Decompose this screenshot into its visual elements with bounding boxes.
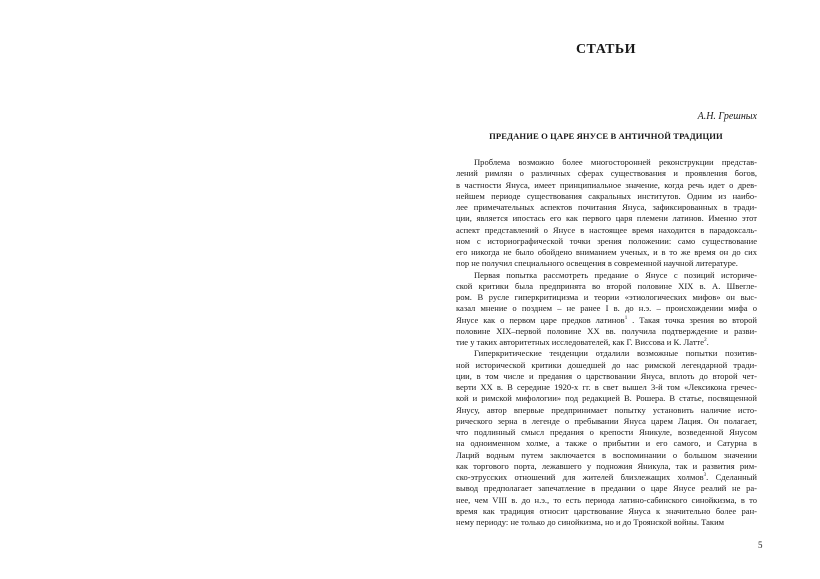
text-line: на одноименном холме, а также о прибытии и его самого, и Сатурна в	[456, 438, 757, 449]
text-line: ром. В русле гиперкритицизма и теории «этиологических мифов» он выс-	[456, 292, 757, 302]
article-body	[456, 157, 757, 528]
text-line: рического зерна в легенде о пребывании Януса царем Лация. Он полагает,	[456, 415, 757, 426]
text-line: нее, чем VIII в. до н.э., то есть периода латино-сабинского синойкизма, в то	[456, 494, 757, 505]
text-line: пор не получил специального освещения в современной научной литературе.	[456, 258, 738, 269]
text-line: аспект представлений о Янусе в настоящее время находится в парадоксаль-	[456, 224, 757, 235]
text-line: ной исторической критики дошедшей до нас римской легендарной тради-	[456, 359, 757, 370]
text-line: ско-этрусских отношений для жителей близлежащих холмов$^3$. Сделанный	[456, 472, 758, 482]
paragraph	[456, 157, 757, 270]
text-line: казал мнение о позднем – не ранее I в. до н.э. – происхождении мифа о	[456, 303, 757, 314]
text-line: как торгового порта, лежавшего у подножия Яникула, так и развития рим-	[456, 460, 757, 471]
text-line: нейшем периоде существования сакральных институтов. Одним из наибо-	[456, 190, 757, 201]
section-title: СТАТЬИ	[575, 42, 637, 57]
text-line: его никогда не было обойдено вниманием ученых, и в то же время он до сих	[456, 247, 757, 257]
text-line: верти XX в. В середине 1920-х гг. в свет вышел 3-й том «Лексикона гречес-	[456, 382, 757, 392]
footnote-marker[interactable]: 2	[704, 338, 707, 344]
page-number: 5	[758, 540, 763, 550]
text-line: тие у таких авторитетных исследователей, как Г. Виссова и К. Латте$^2$.	[456, 337, 709, 347]
text-line: нему периоду: не только до синойкизма, но и до Троянской войны. Таким	[456, 517, 725, 527]
text-line: лее примечательных аспектов почитания Януса, зафиксированных в тради-	[456, 202, 757, 212]
text-line: ном с историографической точки зрения положении: само существование	[456, 235, 757, 246]
text-line: Янусу, автор впервые предпринимает попытку установить наличие исто-	[456, 404, 757, 415]
text-line: ской критики была предпринята во второй половине XIX в. А. Швегле-	[456, 280, 757, 291]
paragraph	[456, 348, 757, 528]
footnote-marker[interactable]: 3	[703, 473, 707, 479]
text-line: кой и римской мифологии» под редакцией В. Рошера. В статье, посвященной	[456, 393, 757, 404]
text-line: Лаций водным путем заключается в воспоминании о большом значении	[456, 449, 757, 460]
text-line: ции, в том числе и предания о царствовании Януса, вплоть до второй чет-	[456, 370, 757, 381]
footnote-marker[interactable]: 1	[624, 315, 628, 321]
text-line: Проблема возможно более многосторонней реконструкции представ-	[474, 157, 757, 167]
text-line: Первая попытка рассмотреть предание о Янусе с позиций историче-	[474, 269, 757, 280]
article-title: ПРЕДАНИЕ О ЦАРЕ ЯНУСЕ В АНТИЧНОЙ ТРАДИЦИИ	[489, 131, 723, 141]
text-line: Гиперкритические тенденции отдалили возможные попытки позитив-	[474, 348, 757, 359]
text-line: что подлинный смысл предания о крепости Яникуле, возведенной Янусом	[456, 427, 757, 437]
text-line: лений римлян о различных сферах существования и проявления богов,	[456, 168, 757, 179]
text-line: в частности Януса, имеет принципиальное значение, когда речь идет о древ-	[456, 179, 757, 190]
text-line: ции, является ипостась его как первого царя племени латинов. Именно этот	[456, 213, 757, 224]
text-line: половине XIX–первой половине XX вв. получила подтверждение и разви-	[456, 325, 757, 336]
text-line: Янусе как о первом царе предков латинов$^1$ . Такая точка зрения во второй	[456, 314, 757, 325]
text-line: время как традиция относит царствование Януса к значительно более ран-	[456, 505, 757, 516]
text-line: вывод предполагает запечатление в предании о царе Янусе реалий не ра-	[456, 483, 757, 494]
author-name: А.Н. Грешных	[697, 111, 757, 122]
paragraph	[456, 270, 757, 349]
